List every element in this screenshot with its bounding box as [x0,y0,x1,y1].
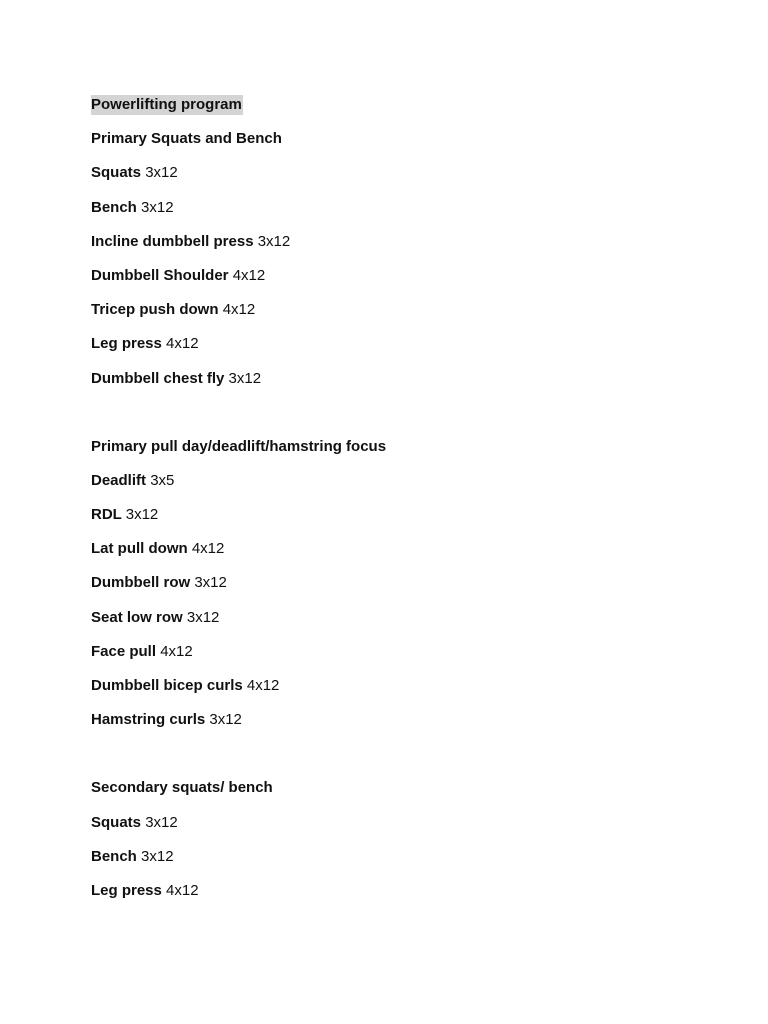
exercise-line [91,710,711,744]
exercise-sets: 4x12 [160,642,193,660]
exercise-name: Dumbbell chest fly [91,369,225,387]
exercise-sets: 3x12 [141,198,174,216]
exercise-name: Deadlift [91,471,147,489]
exercise-sets: 3x5 [150,471,175,489]
exercise-sets: 4x12 [166,335,199,353]
document-title-text: Powerlifting program [91,96,242,113]
exercise-sets: 3x12 [228,369,262,387]
exercise-line [91,642,711,676]
section-heading: Primary Squats and Bench [91,130,282,148]
exercise-name: Dumbbell row [91,574,191,592]
exercise-name: Leg press [91,335,162,353]
exercise-sets: 3x12 [194,574,227,592]
exercise-sets: 4x12 [166,881,199,899]
exercise-name: Seat low row [91,608,183,626]
document-title [91,95,711,129]
section-heading: Primary pull day/deadlift/hamstring focus [91,437,387,455]
exercise-name: Squats [91,813,142,831]
exercise-line [91,608,711,642]
exercise-name: Face pull [91,642,157,660]
exercise-line [91,369,711,403]
exercise-line [91,266,711,300]
exercise-name: Lat pull down [91,540,188,558]
exercise-sets: 3x12 [145,164,178,182]
exercise-sets: 3x12 [145,813,178,831]
exercise-line [91,471,711,505]
exercise-name: Leg press [91,881,162,899]
blank-line [91,744,711,778]
exercise-name: Bench [91,847,137,865]
exercise-name: Hamstring curls [91,711,206,729]
exercise-sets: 4x12 [232,266,266,284]
exercise-name: Dumbbell Shoulder [91,266,229,284]
exercise-line [91,505,711,539]
exercise-sets: 3x12 [209,711,242,729]
exercise-sets: 3x12 [125,506,159,524]
exercise-name: RDL [91,506,122,524]
exercise-sets: 4x12 [246,677,280,694]
exercise-name: Incline dumbbell press [91,232,254,250]
exercise-sets: 4x12 [191,540,225,558]
exercise-line [91,676,711,710]
exercise-name: Dumbbell bicep curls [91,677,243,694]
exercise-sets: 3x12 [257,232,291,250]
exercise-line [91,847,711,881]
exercise-line [91,813,711,847]
exercise-line [91,198,711,232]
exercise-sets: 4x12 [222,301,256,319]
exercise-name: Bench [91,198,137,216]
exercise-line [91,539,711,573]
exercise-line [91,232,711,266]
blank-line [91,403,711,437]
exercise-sets: 3x12 [141,847,174,865]
document-body [91,95,711,915]
exercise-line [91,573,711,607]
section-heading: Secondary squats/ bench [91,779,273,797]
exercise-line [91,163,711,197]
exercise-name: Tricep push down [91,301,219,319]
exercise-name: Squats [91,164,142,182]
exercise-line [91,300,711,334]
exercise-line [91,881,711,915]
exercise-sets: 3x12 [186,608,220,626]
exercise-line [91,334,711,368]
